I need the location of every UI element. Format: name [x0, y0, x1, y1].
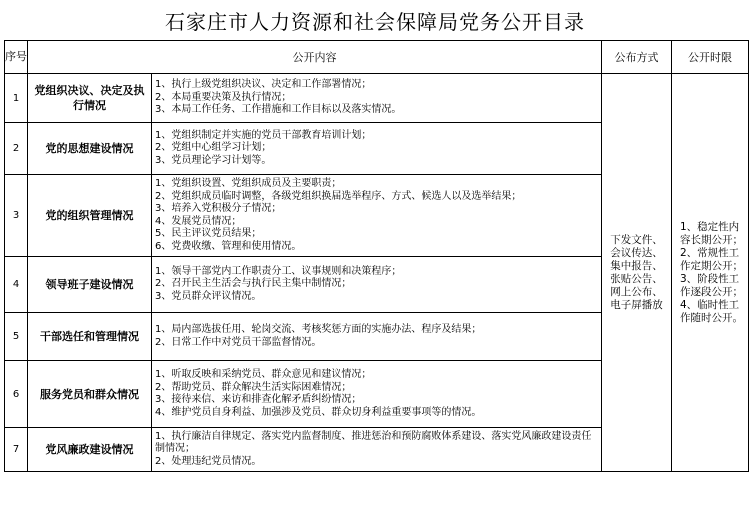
- row-category: 服务党员和群众情况: [28, 361, 152, 428]
- content-item: 2、党组织成员临时调整，各级党组织换届选举程序、方式、候选人以及选举结果；: [155, 190, 522, 202]
- content-item: 2、党组中心组学习计划；: [155, 142, 272, 154]
- row-content: [152, 74, 602, 123]
- row-content: [152, 123, 602, 175]
- row-category: 党的思想建设情况: [28, 123, 152, 175]
- table-row: [5, 74, 749, 123]
- row-seq: 4: [5, 257, 28, 313]
- content-item: 3、接待来信、来访和排查化解矛盾纠纷情况；: [155, 394, 362, 405]
- content-item: 2、帮助党员、群众解决生活实际困难情况；: [155, 381, 352, 393]
- disclosure-table: [4, 40, 749, 472]
- content-item: 1、党组织制定并实施的党员干部教育培训计划；: [155, 129, 372, 141]
- content-item: 2、本局重要决策及执行情况；: [155, 91, 292, 103]
- row-seq: 5: [5, 313, 28, 361]
- publish-period: 1、稳定性内容长期公开；2、常规性工作定期公开；3、阶段性工作逐段公开；4、临时性工作随时公开。: [672, 74, 749, 472]
- page-title: 石家庄市人力资源和社会保障局党务公开目录: [165, 9, 585, 34]
- row-category: 干部选任和管理情况: [28, 313, 152, 361]
- row-category: 党的组织管理情况: [28, 175, 152, 257]
- publish-method: 下发文件、会议传达、集中报告、张贴公告、网上公布、电子屏播放: [602, 74, 672, 472]
- row-content: [152, 257, 602, 313]
- content-item: 2、召开民主生活会与执行民主集中制情况；: [155, 278, 352, 290]
- row-seq: 1: [5, 74, 28, 123]
- header-period: 公开时限: [672, 41, 749, 74]
- content-item: 3、培养入党积极分子情况；: [155, 203, 282, 214]
- content-item: 1、领导干部党内工作职责分工、议事规则和决策程序；: [155, 265, 402, 277]
- row-seq: 7: [5, 428, 28, 472]
- header-row: [5, 41, 749, 74]
- content-item: 3、党员群众评议情况。: [155, 290, 262, 302]
- row-seq: 2: [5, 123, 28, 175]
- row-content: [152, 313, 602, 361]
- row-seq: 3: [5, 175, 28, 257]
- content-item: 5、民主评议党员结果；: [155, 228, 262, 239]
- row-category: 党风廉政建设情况: [28, 428, 152, 472]
- row-content: [152, 428, 602, 472]
- content-item: 1、局内部选拔任用、轮岗交流、考核奖惩方面的实施办法、程序及结果；: [155, 324, 482, 335]
- content-item: 1、执行上级党组织决议、决定和工作部署情况；: [155, 79, 372, 91]
- content-item: 1、党组织设置、党组织成员及主要职责；: [155, 178, 342, 189]
- row-content: [152, 361, 602, 428]
- row-category: 党组织决议、决定及执行情况: [28, 74, 152, 123]
- header-seq: 序号: [5, 41, 28, 74]
- content-item: 3、党员理论学习计划等。: [155, 154, 272, 166]
- content-item: 2、处理违纪党员情况。: [155, 455, 262, 467]
- row-seq: 6: [5, 361, 28, 428]
- content-item: 1、执行廉洁自律规定、落实党内监督制度、推进惩治和预防腐败体系建设、落实党风廉政建设责任制情况；: [155, 430, 592, 455]
- row-category: 领导班子建设情况: [28, 257, 152, 313]
- header-content: 公开内容: [28, 41, 602, 74]
- content-item: 4、维护党员自身利益、加强涉及党员、群众切身利益重要事项等的情况。: [155, 406, 482, 418]
- content-item: 4、发展党员情况；: [155, 215, 242, 227]
- header-method: 公布方式: [602, 41, 672, 74]
- content-item: 3、本局工作任务、工作措施和工作目标以及落实情况。: [155, 104, 402, 116]
- row-content: [152, 175, 602, 257]
- content-item: 2、日常工作中对党员干部监督情况。: [155, 336, 322, 348]
- content-item: 1、听取反映和采纳党员、群众意见和建议情况；: [155, 369, 372, 380]
- content-item: 6、党费收缴、管理和使用情况。: [155, 240, 302, 252]
